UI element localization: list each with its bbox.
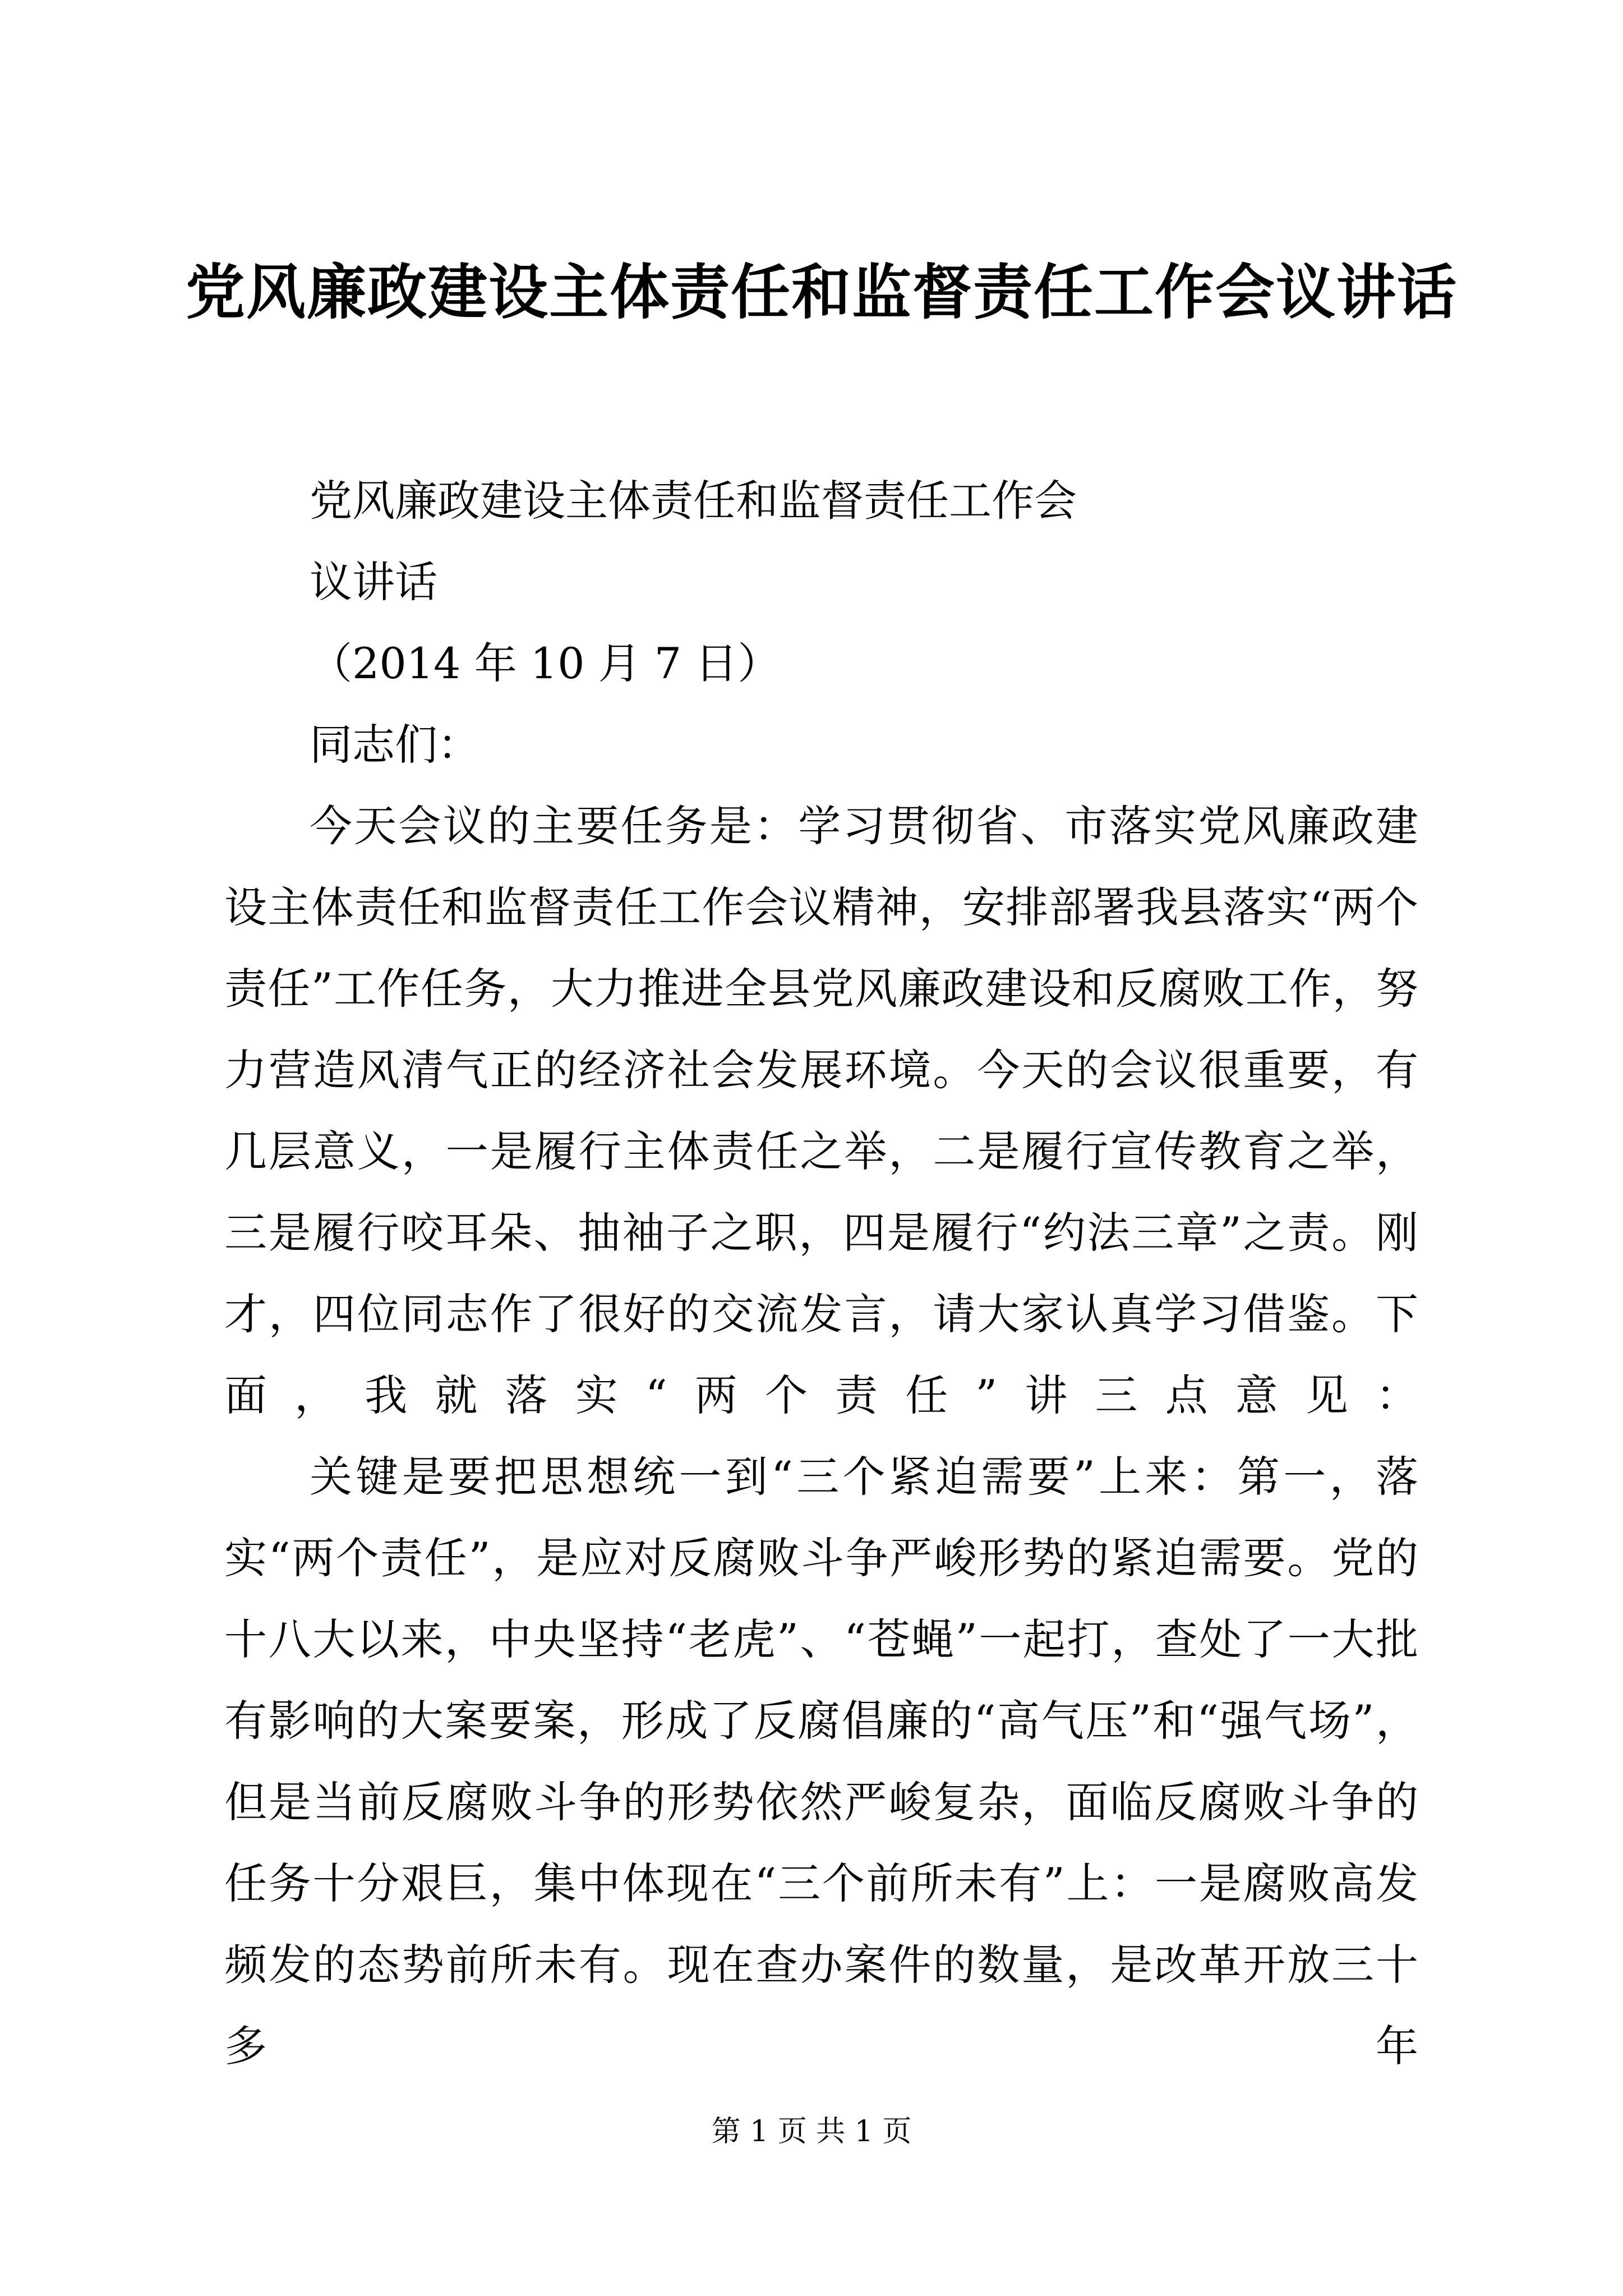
document-body — [224, 460, 1419, 2087]
subtitle-line-2: 议讲话 — [310, 557, 437, 607]
document-title: 党风廉政建设主体责任和监督责任工作会议讲话 — [186, 257, 1458, 327]
salutation: 同志们： — [310, 720, 480, 770]
subtitle-line-1: 党风廉政建设主体责任和监督责任工作会 — [310, 476, 1077, 526]
page-footer: 第 1 页 共 1 页 — [711, 2115, 912, 2148]
paragraph-2: 关键是要把思想统一到“三个紧迫需要”上来：第一，落实“两个责任”，是应对反腐败斗争严峻形势的紧迫需要。党的十八大以来，中央坚持“老虎”、“苍蝇”一起打，查处了一大批有影响的大案要案，形成了反腐倡廉的“高气压”和“强气场”，但是当前反腐败斗争的形势依然严峻复杂，面临反腐败斗争的任务十分艰巨，集中体现在“三个前所未有”上：一是腐败高发频发的态势前所未有。现在查办案件的数量，是改革开放三十多年 — [224, 1452, 1419, 2071]
paragraph-1: 今天会议的主要任务是：学习贯彻省、市落实党风廉政建设主体责任和监督责任工作会议精神，安排部署我县落实“两个责任”工作任务，大力推进全县党风廉政建设和反腐败工作，努力营造风清气正的经济社会发展环境。今天的会议很重要，有几层意义，一是履行主体责任之举，二是履行宣传教育之举，三是履行咬耳朵、抽袖子之职，四是履行“约法三章”之责。刚才，四位同志作了很好的交流发言，请大家认真学习借鉴。下面，我就落实“两个责任”讲三点意见： — [224, 801, 1419, 1420]
speech-date: （2014 年 10 月 7 日） — [310, 638, 781, 688]
